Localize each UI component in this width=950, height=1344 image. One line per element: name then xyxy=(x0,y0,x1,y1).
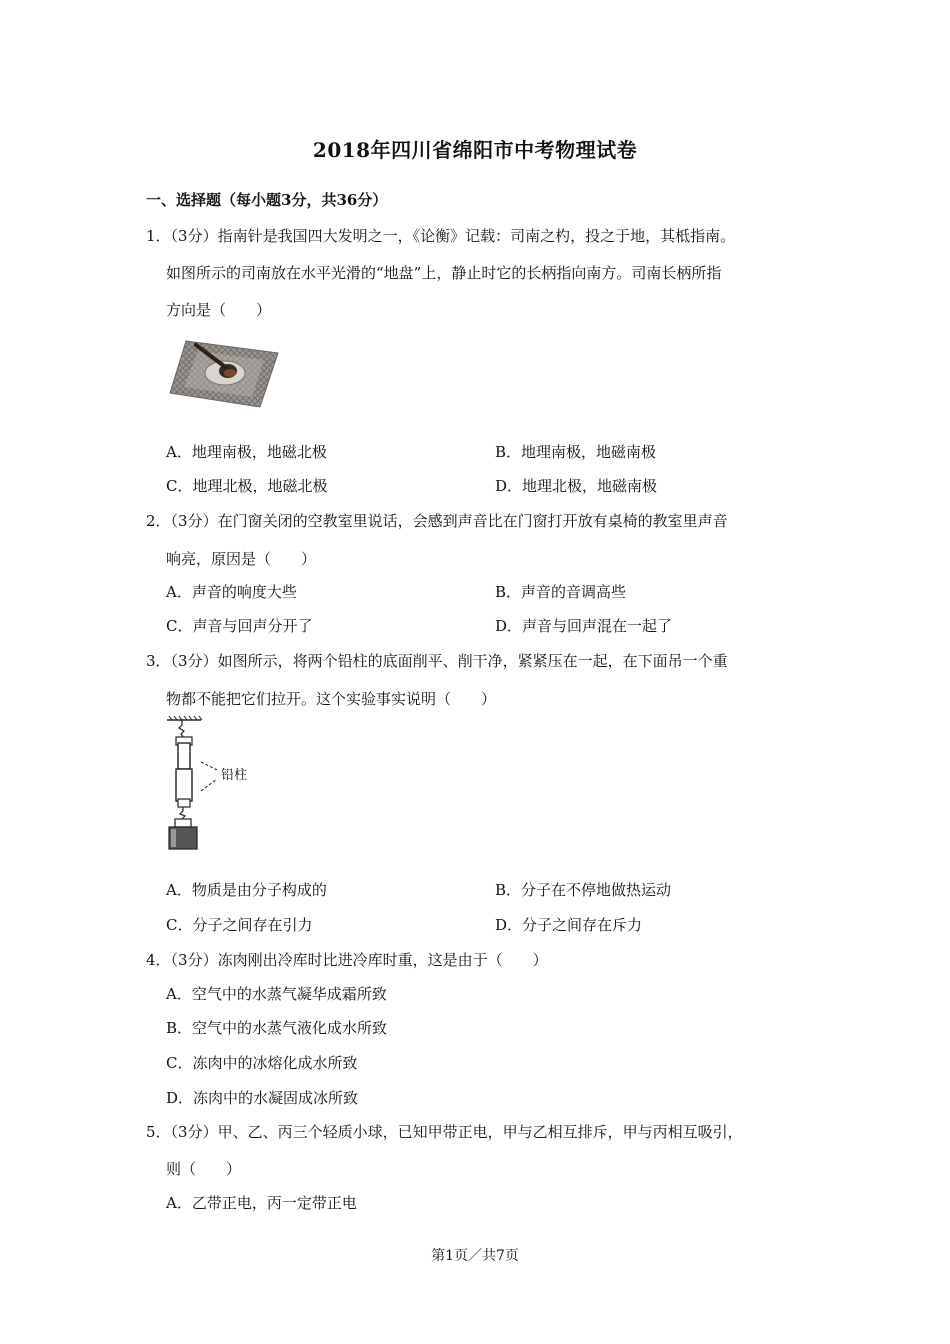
question-3-option-b: B．分子在不停地做热运动 xyxy=(495,881,672,899)
lead-cylinder-label: 铅柱 xyxy=(221,768,248,783)
question-1-line-3: 方向是（ ） xyxy=(166,301,272,319)
question-4-line-1: 4．（3分）冻肉刚出冷库时比进冷库时重，这是由于（ ） xyxy=(146,951,548,969)
question-1-line-1: 1．（3分）指南针是我国四大发明之一，《论衡》记载：司南之杓，投之于地，其柢指南。 xyxy=(146,227,736,245)
question-1-option-a: A．地理南极，地磁北极 xyxy=(166,443,327,461)
question-4-option-b: B．空气中的水蒸气液化成水所致 xyxy=(166,1019,388,1037)
question-5-option-a: A．乙带正电，丙一定带正电 xyxy=(166,1194,357,1212)
lead-cylinder-icon xyxy=(165,715,265,855)
question-5-line-2: 则（ ） xyxy=(166,1160,242,1178)
lead-cylinder-figure xyxy=(165,715,265,855)
page-title: 2018年四川省绵阳市中考物理试卷 xyxy=(312,138,638,162)
question-3-option-a: A．物质是由分子构成的 xyxy=(166,881,327,899)
question-3-option-c: C．分子之间存在引力 xyxy=(166,916,313,934)
question-4-option-c: C．冻肉中的冰熔化成水所致 xyxy=(166,1054,358,1072)
question-3-line-1: 3．（3分）如图所示，将两个铅柱的底面削平、削干净，紧紧压在一起，在下面吊一个重 xyxy=(146,652,728,670)
sinan-compass-icon xyxy=(168,335,280,410)
question-2-option-c: C．声音与回声分开了 xyxy=(166,617,313,635)
question-2-option-d: D．声音与回声混在一起了 xyxy=(495,617,673,635)
question-2-line-1: 2．（3分）在门窗关闭的空教室里说话，会感到声音比在门窗打开放有桌椅的教室里声音 xyxy=(146,512,728,530)
question-5-line-1: 5．（3分）甲、乙、丙三个轻质小球，已知甲带正电，甲与乙相互排斥，甲与丙相互吸引， xyxy=(146,1123,743,1141)
question-2-option-b: B．声音的音调高些 xyxy=(495,583,627,601)
question-2-option-a: A．声音的响度大些 xyxy=(166,583,297,601)
sinan-compass-image xyxy=(168,335,280,410)
question-1-option-d: D．地理北极，地磁南极 xyxy=(495,477,658,495)
question-3-option-d: D．分子之间存在斥力 xyxy=(495,916,643,934)
question-2-line-2: 响亮，原因是（ ） xyxy=(166,550,317,568)
question-3-line-2: 物都不能把它们拉开。这个实验事实说明（ ） xyxy=(166,690,497,708)
page-footer: 第1页／共7页 xyxy=(431,1248,519,1264)
question-1-option-b: B．地理南极，地磁南极 xyxy=(495,443,657,461)
section-heading: 一、选择题（每小题3分，共36分） xyxy=(146,191,388,209)
question-4-option-d: D．冻肉中的水凝固成冰所致 xyxy=(166,1089,359,1107)
question-4-option-a: A．空气中的水蒸气凝华成霜所致 xyxy=(166,985,387,1003)
question-1-line-2: 如图所示的司南放在水平光滑的“地盘”上，静止时它的长柄指向南方。司南长柄所指 xyxy=(166,264,722,282)
question-1-option-c: C．地理北极，地磁北极 xyxy=(166,477,328,495)
